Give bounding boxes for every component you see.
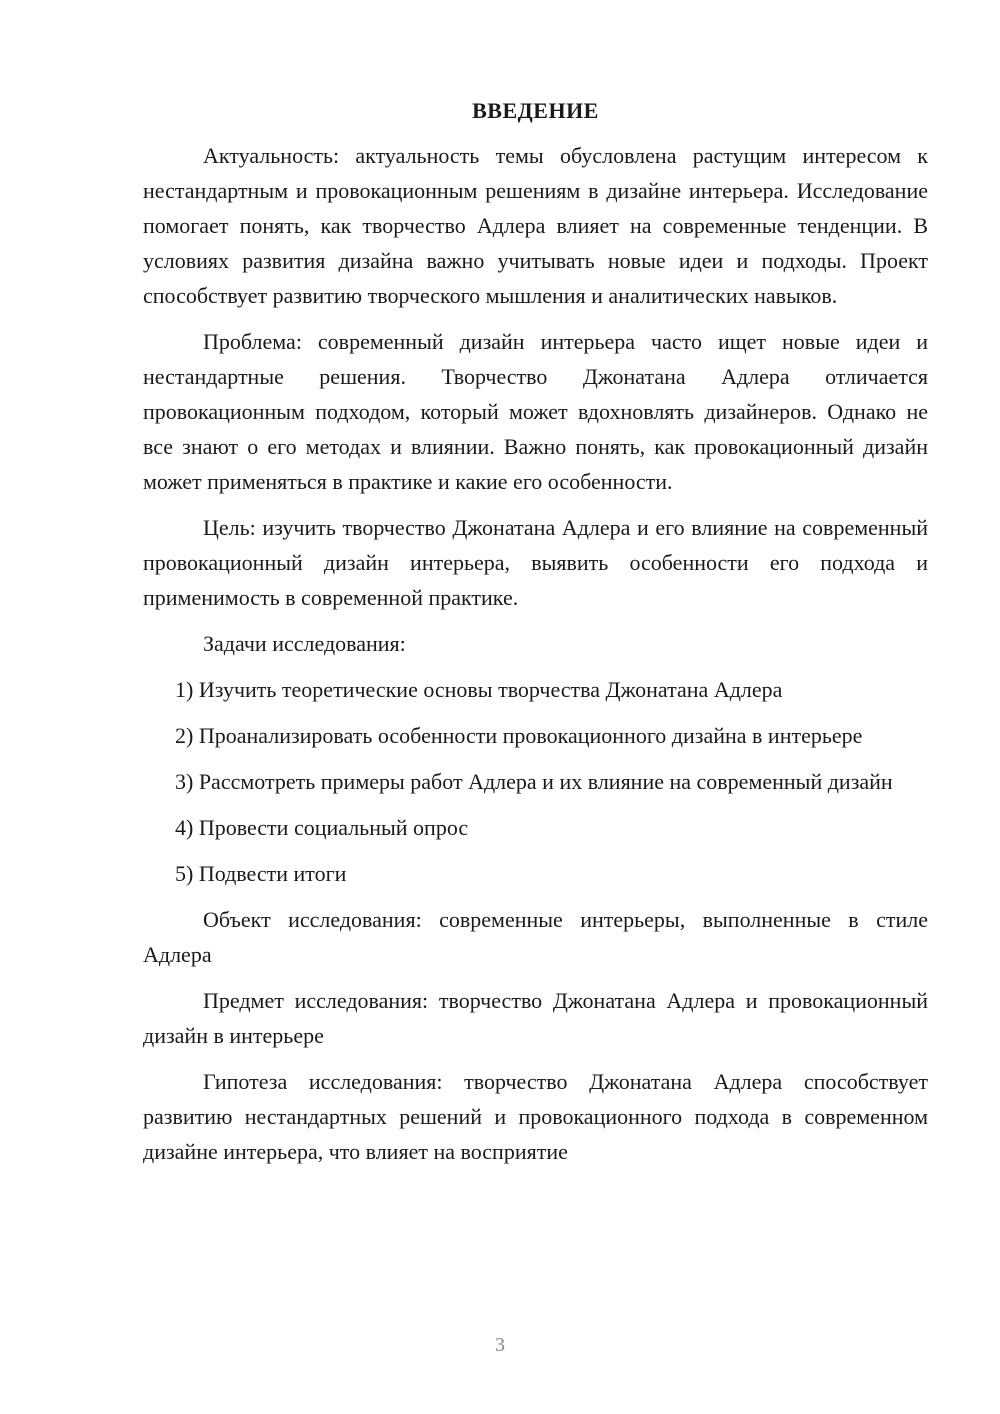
- task-item-2: 2) Проанализировать особенности провокационного дизайна в интерьере: [175, 723, 863, 748]
- problem-paragraph: Проблема: современный дизайн интерьера часто ищет новые идеи и нестандартные решения. Творчество Джонатана Адлера отличается провокационным подходом, который может вдохновлять дизайнеров. Однако не все знают о его методах и влиянии. Важно понять, как провокационный дизайн может применяться в практике и какие его особенности.: [143, 329, 928, 494]
- page-number: 3: [495, 1334, 505, 1356]
- task-item-3: 3) Рассмотреть примеры работ Адлера и их влияние на современный дизайн: [175, 769, 893, 794]
- task-item-1: 1) Изучить теоретические основы творчества Джонатана Адлера: [175, 677, 783, 702]
- page-content: [143, 94, 928, 1180]
- section-heading: ВВЕДЕНИЕ: [472, 98, 599, 123]
- tasks-heading: Задачи исследования:: [203, 631, 406, 656]
- goal-paragraph: Цель: изучить творчество Джонатана Адлера и его влияние на современный провокационный дизайн интерьера, выявить особенности его подхода и применимость в современной практике.: [143, 515, 928, 610]
- object-paragraph: Объект исследования: современные интерьеры, выполненные в стиле Адлера: [143, 907, 928, 967]
- relevance-paragraph: Актуальность: актуальность темы обусловлена растущим интересом к нестандартным и провокационным решениям в дизайне интерьера. Исследование помогает понять, как творчество Адлера влияет на современные тенденции. В условиях развития дизайна важно учитывать новые идеи и подходы. Проект способствует развитию творческого мышления и аналитических навыков.: [143, 143, 928, 308]
- task-item-4: 4) Провести социальный опрос: [175, 815, 469, 840]
- task-item-5: 5) Подвести итоги: [175, 861, 347, 886]
- hypothesis-paragraph: Гипотеза исследования: творчество Джонатана Адлера способствует развитию нестандартных решений и провокационного подхода в современном дизайне интерьера, что влияет на восприятие: [143, 1069, 928, 1164]
- subject-paragraph: Предмет исследования: творчество Джонатана Адлера и провокационный дизайн в интерьере: [143, 988, 928, 1048]
